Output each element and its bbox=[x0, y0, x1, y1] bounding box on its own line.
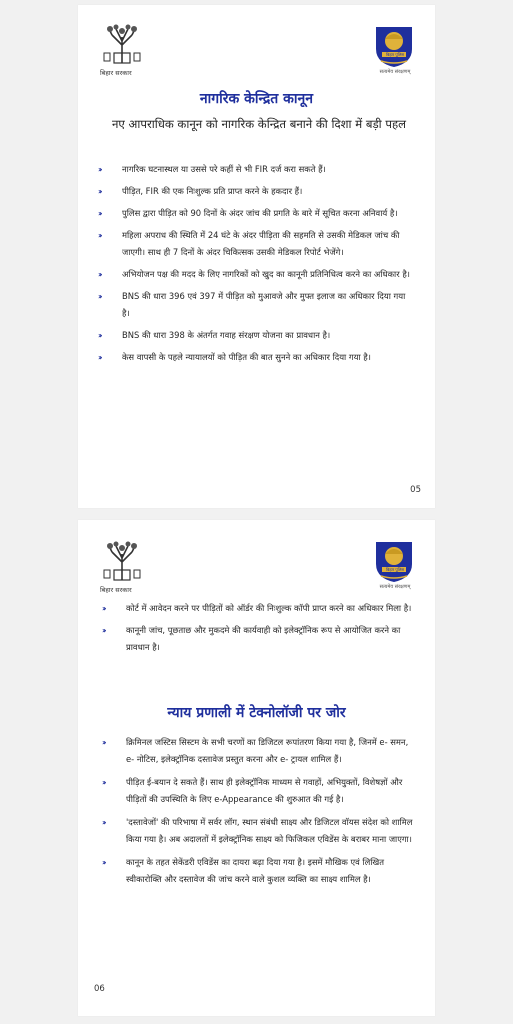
list-item: ›› अभियोजन पक्ष की मदद के लिए नागरिकों को खुद का कानूनी प्रतिनिधित्व करने का अधिकार है। bbox=[96, 266, 414, 283]
police-motto: सत्यमेव संरक्षणम् bbox=[379, 584, 411, 590]
double-chevron-right-icon: ›› bbox=[102, 818, 105, 827]
police-banner: बिहार पुलिस bbox=[386, 52, 405, 57]
page-title: नागरिक केन्द्रित कानून bbox=[199, 91, 314, 107]
double-chevron-right-icon: ›› bbox=[102, 738, 105, 747]
section-title: न्याय प्रणाली में टेक्नोलॉजी पर जोर bbox=[167, 705, 346, 721]
list-item: ›› कोर्ट में आवेदन करने पर पीड़ितों को ऑर्डर की निःशुल्क कॉपी प्राप्त करने का अधिकार मिला है। bbox=[100, 600, 418, 617]
list-item: ›› महिला अपराध की स्थिति में 24 घंटे के अंदर पीड़िता की सहमति से उसकी मेडिकल जांच की जाएगी। साथ ही 7 दिनों के अंदर चिकित्सक उसकी मेडिकल रिपोर्ट भेजेंगे। bbox=[96, 227, 414, 261]
double-chevron-right-icon: ›› bbox=[98, 353, 101, 362]
bihar-govt-emblem-icon bbox=[102, 23, 142, 75]
page-subtitle: नए आपराधिक कानून को नागरिक केन्द्रित बनाने की दिशा में बड़ी पहल bbox=[112, 117, 406, 131]
list-item: ›› केस वापसी के पहले न्यायालयों को पीड़ित की बात सुनने का अधिकार दिया गया है। bbox=[96, 349, 414, 366]
list-item: ›› नागरिक घटनास्थल या उससे परे कहीं से भी FIR दर्ज करा सकते हैं। bbox=[96, 161, 414, 178]
double-chevron-right-icon: ›› bbox=[98, 292, 101, 301]
bullet-list-continued bbox=[100, 600, 418, 656]
bullet-list bbox=[100, 734, 418, 888]
double-chevron-right-icon: ›› bbox=[102, 626, 105, 635]
list-item: ›› क्रिमिनल जस्टिस सिस्टम के सभी चरणों का डिजिटल रूपांतरण किया गया है, जिनमें e- समन, e- नोटिस, इलेक्ट्रॉनिक दस्तावेज प्रस्तुत करना और e- ट्रायल शामिल हैं। bbox=[100, 734, 418, 768]
bullet-list bbox=[96, 161, 414, 366]
govt-caption: बिहार सरकार bbox=[100, 69, 132, 77]
double-chevron-right-icon: ›› bbox=[102, 604, 105, 613]
list-item: ›› 'दस्तावेजों' की परिभाषा में सर्वर लॉग, स्थान संबंधी साक्ष्य और डिजिटल वॉयस संदेश को शामिल किया गया है। अब अदालतों में इलेक्ट्रॉनिक साक्ष्य को फिजिकल एविडेंस के बराबर माना जाएगा। bbox=[100, 814, 418, 848]
police-banner: बिहार पुलिस bbox=[386, 567, 405, 572]
document-page-06 bbox=[78, 520, 435, 1016]
bihar-govt-emblem-icon bbox=[102, 540, 142, 592]
bihar-police-emblem-icon bbox=[373, 540, 415, 590]
double-chevron-right-icon: ›› bbox=[102, 858, 105, 867]
police-motto: सत्यमेव संरक्षणम् bbox=[379, 69, 411, 75]
list-item: ›› कानून के तहत सेकेंडरी एविडेंस का दायरा बढ़ा दिया गया है। इसमें मौखिक एवं लिखित स्वीकारोक्ति और दस्तावेज की जांच करने वाले कुशल व्यक्ति का साक्ष्य शामिल है। bbox=[100, 854, 418, 888]
bihar-police-emblem-icon bbox=[373, 25, 415, 75]
list-item: ›› BNS की धारा 396 एवं 397 में पीड़ित को मुआवजे और मुफ्त इलाज का अधिकार दिया गया है। bbox=[96, 288, 414, 322]
double-chevron-right-icon: ›› bbox=[98, 270, 101, 279]
document-page-05 bbox=[78, 5, 435, 508]
page-number: 05 bbox=[410, 485, 421, 495]
list-item: ›› कानूनी जांच, पूछताछ और मुकदमे की कार्यवाही को इलेक्ट्रॉनिक रूप से आयोजित करने का प्रावधान है। bbox=[100, 622, 418, 656]
list-item: ›› पीड़ित, FIR की एक निःशुल्क प्रति प्राप्त करने के हकदार हैं। bbox=[96, 183, 414, 200]
double-chevron-right-icon: ›› bbox=[98, 231, 101, 240]
govt-caption: बिहार सरकार bbox=[100, 586, 132, 594]
list-item: ›› BNS की धारा 398 के अंतर्गत गवाह संरक्षण योजना का प्रावधान है। bbox=[96, 327, 414, 344]
double-chevron-right-icon: ›› bbox=[102, 778, 105, 787]
list-item: ›› पुलिस द्वारा पीड़ित को 90 दिनों के अंदर जांच की प्रगति के बारे में सूचित करना अनिवार्य है। bbox=[96, 205, 414, 222]
double-chevron-right-icon: ›› bbox=[98, 165, 101, 174]
list-item: ›› पीड़ित ई-बयान दे सकते हैं। साथ ही इलेक्ट्रॉनिक माध्यम से गवाहों, अभियुक्तों, विशेषज्ञों और पीड़ितों की उपस्थिति के लिए e-Appearance की शुरुआत की गई है। bbox=[100, 774, 418, 808]
double-chevron-right-icon: ›› bbox=[98, 209, 101, 218]
page-number: 06 bbox=[94, 984, 105, 994]
double-chevron-right-icon: ›› bbox=[98, 331, 101, 340]
double-chevron-right-icon: ›› bbox=[98, 187, 101, 196]
